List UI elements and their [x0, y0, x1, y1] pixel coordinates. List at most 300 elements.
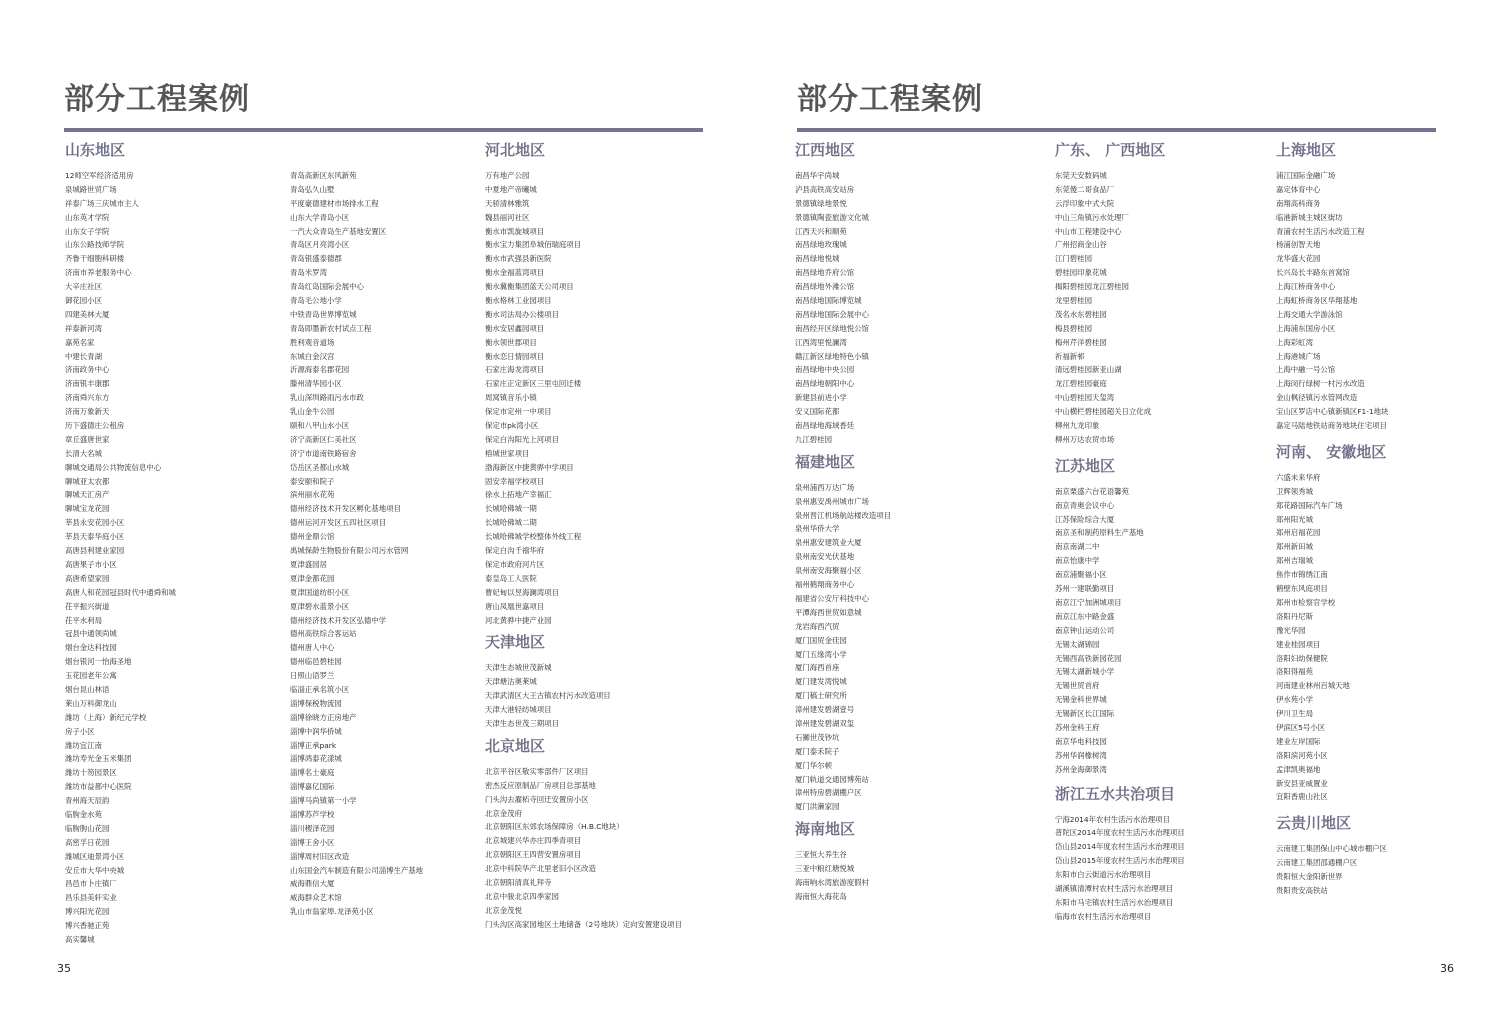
- project-list-item: 潍坊寿光金玉米集团: [65, 754, 132, 764]
- project-list-item: 嘉苑名家: [65, 337, 95, 347]
- project-list-item: 泉州晋江机场航站楼改造项目: [795, 510, 892, 520]
- project-list-item: 岱岳区圣都山水城: [290, 462, 350, 472]
- fujian-list: [795, 481, 891, 814]
- project-list-item: 赣江新区绿地特色小镇: [795, 351, 869, 361]
- project-list-item: 潍坊十笏园景区: [65, 768, 117, 778]
- jiangxi-list: [795, 169, 891, 447]
- right-page-number: 36: [1440, 962, 1454, 975]
- project-list-item: 梅县碧桂园: [1055, 323, 1092, 333]
- project-list-item: 潍坊市益都中心医院: [65, 782, 132, 792]
- project-list-item: 豫光华园: [1276, 625, 1306, 635]
- project-list-item: 南昌绿地悦城: [795, 254, 840, 264]
- project-list-item: 岱山县2015年度农村生活污水治理项目: [1055, 856, 1185, 866]
- project-list-item: 冠县中通领尚城: [65, 629, 117, 639]
- project-list-item: 昌邑市卜庄镇厂: [65, 879, 117, 889]
- project-list-item: 宁海2014年农村生活污水治理项目: [1055, 814, 1170, 824]
- shandong-list: [65, 169, 176, 947]
- project-list-item: 柳州万达农贸市场: [1055, 434, 1115, 444]
- project-list-item: 福建省公安厅科技中心: [795, 593, 869, 603]
- jiangsu-list: [1055, 485, 1185, 777]
- project-list-item: 12师空军经济适用房: [65, 171, 134, 180]
- project-list-item: 高唐果子市小区: [65, 559, 117, 569]
- project-list-item: 乳山金牛公园: [290, 407, 335, 417]
- project-list-item: 玉花园老年公寓: [65, 671, 117, 681]
- project-list-item: 漳州建发碧湖壹号: [795, 705, 855, 715]
- project-list-item: 碧桂园印象花城: [1055, 268, 1107, 278]
- section-heading-shandong: 山东地区: [65, 141, 126, 159]
- beijing-list: [485, 765, 682, 932]
- project-list-item: 伊水苑小学: [1276, 695, 1313, 705]
- project-list-item: 南翔高科商务: [1276, 198, 1321, 208]
- project-list-item: 建业桂园项目: [1276, 639, 1321, 649]
- project-list-item: 郑州阳光城: [1276, 514, 1313, 524]
- shandong-list-2: [290, 169, 423, 919]
- project-list-item: 南京浦聚福小区: [1055, 570, 1107, 580]
- project-list-item: 中铁青岛世界博览城: [290, 309, 357, 319]
- project-list-item: 郑花路国际汽车广场: [1276, 500, 1343, 510]
- project-list-item: 高唐希望家园: [65, 573, 110, 583]
- project-list-item: 上海闵行绿树一村污水改造: [1276, 379, 1365, 389]
- hebei-list: [485, 169, 682, 627]
- project-list-item: 青岛区月亮湾小区: [290, 240, 350, 250]
- project-list-item: 景德镇绿地景悦: [795, 198, 847, 208]
- project-list-item: 衡水市武强县新医院: [485, 254, 552, 264]
- project-list-item: 衡水格林工业园项目: [485, 296, 552, 306]
- project-list-item: 石狮世茂钞坑: [795, 732, 840, 742]
- project-list-item: 安丘市大华中央城: [65, 865, 125, 875]
- project-list-item: 杨浦创智天地: [1276, 240, 1321, 250]
- project-list-item: 禹城保龄生物股份有限公司污水管网: [290, 546, 409, 556]
- project-list-item: 泉州南安海聚福小区: [795, 566, 862, 576]
- project-list-item: 福州鹤翔商务中心: [795, 580, 855, 590]
- right-title-rule: [797, 128, 1436, 132]
- project-list-item: 卫辉领秀城: [1276, 486, 1313, 496]
- project-list-item: 南昌绿地中央公园: [795, 365, 855, 375]
- project-list-item: 东阳市马宅镇农村生活污水治理项目: [1055, 897, 1174, 907]
- project-list-item: 三亚恒大养生谷: [795, 850, 847, 860]
- project-list-item: 上海江桥商务中心: [1276, 282, 1336, 292]
- project-list-item: 周窝镇音乐小镇: [485, 393, 537, 403]
- project-list-item: 德州唐人中心: [290, 643, 335, 653]
- project-list-item: 南昌绿地外滩公馆: [795, 282, 855, 292]
- project-list-item: 东城白金汉宫: [290, 351, 335, 361]
- project-list-item: 上海虹桥商务区华翔基地: [1276, 296, 1358, 306]
- project-list-item: 泉城路世贸广场: [65, 184, 117, 194]
- project-list-item: 南京华电科技园: [1055, 736, 1107, 746]
- project-list-item: 保定白沟千禧华府: [485, 546, 545, 556]
- section-heading-beijing: 北京地区: [485, 736, 546, 755]
- project-list-item: 江西天兴和顺苑: [795, 226, 847, 236]
- project-list-item: 德州高铁综合客运站: [290, 629, 357, 639]
- project-list-item: 梅州芹洋碧桂园: [1055, 337, 1107, 347]
- project-list-item: 榕城世家项目: [485, 448, 530, 458]
- project-list-item: 临海市农村生活污水治理项目: [1055, 911, 1152, 921]
- project-list-item: 无锡西高铁新园花园: [1055, 653, 1122, 663]
- project-list-item: 衡水领世郡项目: [485, 337, 537, 347]
- project-list-item: 渤海新区中捷黄骅中学项目: [485, 462, 574, 472]
- project-list-item: 南昌绿地国际博览城: [795, 296, 862, 306]
- project-list-item: 衡水冀衡集团蓝天公司项目: [485, 282, 574, 292]
- project-list-item: 云浮印象中式大院: [1055, 198, 1115, 208]
- project-list-item: 博兴香驰正苑: [65, 921, 110, 931]
- project-list-item: 焦作市锦绣江南: [1276, 570, 1328, 580]
- section-heading-tianjin: 天津地区: [485, 633, 546, 652]
- project-list-item: 一汽大众青岛生产基地安置区: [290, 226, 387, 236]
- project-list-item: 临港新城主城区街坊: [1276, 212, 1343, 222]
- guangdong-jiangsu-zhejiang-column: [1055, 141, 1185, 924]
- shanghai-henan-yungui-column: [1276, 141, 1388, 898]
- project-list-item: 长城哈佛城一期: [485, 504, 537, 514]
- project-list-item: 聊城交通局公共物流信息中心: [65, 462, 162, 472]
- project-list-item: 山东英才学院: [65, 212, 110, 222]
- project-list-item: 烟台银河一怡海圣地: [65, 657, 132, 667]
- project-list-item: 长城哈佛城学校整体外线工程: [485, 532, 582, 542]
- project-list-item: 齐鲁干细胞科研楼: [65, 254, 125, 264]
- project-list-item: 南京圣和制药原料生产基地: [1055, 528, 1144, 538]
- project-list-item: 云南建工集团保山中心城市棚户区: [1276, 844, 1387, 854]
- project-list-item: 莘县天泰华庭小区: [65, 532, 125, 542]
- project-list-item: 烟台金达科技园: [65, 643, 117, 653]
- project-list-item: 厦门建发湾悦城: [795, 677, 847, 687]
- project-list-item: 胜利观音道场: [290, 337, 335, 347]
- project-list-item: 济宁市道南铁路宿舍: [290, 448, 357, 458]
- project-list-item: 新建县前进小学: [795, 393, 847, 403]
- project-list-item: 祈福新邨: [1055, 351, 1085, 361]
- project-list-item: 郑州吉瑞城: [1276, 556, 1313, 566]
- project-list-item: 青岛红岛国际会展中心: [290, 282, 364, 292]
- project-list-item: 泉州华侨大学: [795, 524, 840, 534]
- project-list-item: 祥泰新河湾: [65, 323, 102, 333]
- project-list-item: 高实馨城: [65, 934, 95, 944]
- project-list-item: 宜阳香鹿山社区: [1276, 792, 1328, 802]
- project-list-item: 昌乐县美轩实业: [65, 893, 117, 903]
- project-list-item: 淄博鸿泰花漾城: [290, 754, 342, 764]
- project-list-item: 北京朝阳区王四营安置房项目: [485, 850, 582, 860]
- project-list-item: 上海中融一号公馆: [1276, 365, 1336, 375]
- project-list-item: 滕州清华园小区: [290, 379, 342, 389]
- project-list-item: 浦江国际金融广场: [1276, 171, 1336, 180]
- project-list-item: 漳州特房碧湖棚户区: [795, 788, 862, 798]
- project-list-item: 龙华盛大花园: [1276, 254, 1321, 264]
- project-list-item: 临朐朐山花园: [65, 823, 110, 833]
- section-heading-fujian: 福建地区: [795, 452, 856, 471]
- project-list-item: 济南银丰康郡: [65, 379, 110, 389]
- project-list-item: 贵阳贵安高铁站: [1276, 885, 1328, 895]
- project-list-item: 洛阳滨河苑小区: [1276, 750, 1328, 760]
- project-list-item: 乳山市翁家埠.龙泽苑小区: [290, 907, 374, 917]
- project-list-item: 六盛未来华府: [1276, 472, 1321, 482]
- section-heading-jiangsu: 江苏地区: [1055, 456, 1116, 475]
- project-list-item: 石家庄正定新区三里屯回迁楼: [485, 379, 582, 389]
- project-list-item: 揭阳碧桂园龙江碧桂园: [1055, 282, 1129, 292]
- project-list-item: 东阳市白云街道污水治理项目: [1055, 870, 1152, 880]
- left-page-number: 35: [57, 962, 71, 975]
- project-list-item: 柳州九龙印象: [1055, 421, 1100, 431]
- project-list-item: 南昌经开区绿地悦公馆: [795, 323, 869, 333]
- project-list-item: 厦门轨道交通园博苑站: [795, 774, 869, 784]
- project-list-item: 历下盛德庄公租房: [65, 421, 125, 431]
- project-list-item: 夏津碧水蓝景小区: [290, 601, 350, 611]
- project-list-item: 无锡世贸首府: [1055, 681, 1100, 691]
- project-list-item: 山东女子学院: [65, 226, 110, 236]
- project-list-item: 广州招商金山谷: [1055, 240, 1107, 250]
- tianjin-list: [485, 661, 682, 730]
- project-list-item: 祥泰广场三庆城市主人: [65, 198, 139, 208]
- project-list-item: 河南建业林州百城天地: [1276, 681, 1350, 691]
- project-list-item: 高唐人和花园冠县时代中通舜和城: [65, 587, 176, 597]
- project-list-item: 房子小区: [65, 726, 95, 736]
- project-list-item: 苏州华润橡树湾: [1055, 750, 1107, 760]
- project-list-item: 南京江东中路金盛: [1055, 611, 1115, 621]
- project-list-item: 建业左岸国际: [1276, 736, 1321, 746]
- project-list-item: 临朐金水苑: [65, 809, 102, 819]
- project-list-item: 夏津国道纺织小区: [290, 587, 350, 597]
- project-list-item: 伊川卫生局: [1276, 709, 1313, 719]
- project-list-item: 济南万象新天: [65, 407, 110, 417]
- project-list-item: 北京中骏北京四季家园: [485, 891, 559, 901]
- project-list-item: 莘县永安花园小区: [65, 518, 125, 528]
- project-list-item: 景德镇陶瓷旅游文化城: [795, 212, 869, 222]
- project-list-item: 东莞傻二哥食品厂: [1055, 184, 1115, 194]
- project-list-item: 潍坊宜江南: [65, 740, 102, 750]
- project-list-item: 苏州金海御景湾: [1055, 764, 1107, 774]
- project-list-item: 新安县亚威置业: [1276, 778, 1328, 788]
- project-list-item: 厦门洪濑家园: [795, 802, 840, 812]
- project-list-item: 泸县高铁高安站房: [795, 184, 855, 194]
- project-list-item: 南昌绿地玫瑰城: [795, 240, 847, 250]
- project-list-item: 安义国际花都: [795, 407, 840, 417]
- project-list-item: 济南市养老服务中心: [65, 268, 132, 278]
- project-list-item: 厦门华尔顿: [795, 760, 832, 770]
- project-list-item: 无锡太湖锦园: [1055, 639, 1100, 649]
- left-page-title: 部分工程案例: [64, 82, 250, 117]
- project-list-item: 博兴阳光花园: [65, 907, 110, 917]
- project-list-item: 唐山凤凰世嘉项目: [485, 601, 545, 611]
- project-list-item: 天津生态城世茂新城: [485, 663, 552, 673]
- project-list-item: 青岛银盛泰德郡: [290, 254, 342, 264]
- project-list-item: 天津大港轻纺城项目: [485, 705, 552, 715]
- project-list-item: 江苏保险综合大厦: [1055, 514, 1115, 524]
- project-list-item: 漳州建发碧湖双玺: [795, 718, 855, 728]
- project-list-item: 山东国金汽车制造有限公司淄博生产基地: [290, 865, 424, 875]
- project-list-item: 厦门国贸金佳园: [795, 635, 847, 645]
- project-list-item: 三亚中粮红塘悦城: [795, 864, 855, 874]
- project-list-item: 青岛米罗湾: [290, 268, 327, 278]
- project-list-item: 衡水金福蓝湾项目: [485, 268, 545, 278]
- project-list-item: 淄川稷泽花园: [290, 823, 335, 833]
- section-heading-jiangxi: 江西地区: [795, 141, 856, 159]
- section-heading-henan: 河南、 安徽地区: [1276, 442, 1387, 461]
- project-list-item: 御花园小区: [65, 296, 102, 306]
- project-list-item: 苏州金科王府: [1055, 722, 1100, 732]
- project-list-item: 厦门五缘湾小学: [795, 649, 847, 659]
- shandong-column-2: [290, 169, 423, 919]
- project-list-item: 南京南湖二中: [1055, 542, 1100, 552]
- project-list-item: 龙江碧桂园豪庭: [1055, 379, 1107, 389]
- project-list-item: 郑州市检察官学校: [1276, 597, 1336, 607]
- project-list-item: 长兴岛长丰路东首窝馆: [1276, 268, 1350, 278]
- shandong-column: [65, 141, 176, 947]
- project-list-item: 淄博王舍小区: [290, 837, 335, 847]
- project-list-item: 固安幸福学校项目: [485, 476, 545, 486]
- project-list-item: 保定市政府河片区: [485, 559, 545, 569]
- project-list-item: 江西湾里悦澜湾: [795, 337, 847, 347]
- project-list-item: 长城哈佛城二期: [485, 518, 537, 528]
- project-list-item: 普陀区2014年度农村生活污水治理项目: [1055, 828, 1185, 838]
- project-list-item: 威海鼎信大厦: [290, 879, 335, 889]
- section-heading-yungui: 云贵川地区: [1276, 814, 1352, 833]
- project-list-item: 衡水恋日情园项目: [485, 351, 545, 361]
- project-list-item: 曹妃甸以昱海澜湾项目: [485, 587, 559, 597]
- project-list-item: 天津武清区大王古镇农村污水改造项目: [485, 691, 611, 701]
- project-list-item: 茌平水利局: [65, 615, 102, 625]
- project-list-item: 保定白沟阳光上河项目: [485, 434, 559, 444]
- project-list-item: 夏津金都花园: [290, 573, 335, 583]
- project-list-item: 淄博苏芦学校: [290, 809, 335, 819]
- project-list-item: 南京栗盛六台花语馨苑: [1055, 486, 1129, 496]
- project-list-item: 嘉定体育中心: [1276, 184, 1321, 194]
- project-list-item: 厦门泰禾院子: [795, 746, 840, 756]
- project-list-item: 淄博徐晓方正房地产: [290, 712, 357, 722]
- project-list-item: 南昌华宇尚城: [795, 171, 840, 180]
- project-list-item: 南京怡康中学: [1055, 556, 1100, 566]
- project-list-item: 北京金茂府: [485, 808, 522, 818]
- project-list-item: 郑州新田城: [1276, 542, 1313, 552]
- project-list-item: 东莞天安数码城: [1055, 171, 1107, 180]
- project-list-item: 茌平振兴街道: [65, 601, 110, 611]
- project-list-item: 青岛毛公地小学: [290, 296, 342, 306]
- project-list-item: 门头沟去濯柘寺回迁安置房小区: [485, 794, 589, 804]
- project-list-item: 海南响水湾旅游度假村: [795, 877, 869, 887]
- project-list-item: 龙里碧桂园: [1055, 296, 1092, 306]
- project-list-item: 青浦农村生活污水改造工程: [1276, 226, 1365, 236]
- project-list-item: 天津生态世茂三期项目: [485, 718, 559, 728]
- section-heading-hainan: 海南地区: [795, 820, 856, 839]
- project-list-item: 无锡新区长江国际: [1055, 709, 1115, 719]
- project-list-item: 淄博名士豪庭: [290, 768, 335, 778]
- project-list-item: 苏州一建联勤项目: [1055, 584, 1115, 594]
- right-page-title: 部分工程案例: [797, 82, 983, 117]
- project-list-item: 四建美林大厦: [65, 309, 110, 319]
- project-list-item: 无锡金科世界城: [1055, 695, 1107, 705]
- project-list-item: 沂源海泰名郡花园: [290, 365, 350, 375]
- project-list-item: 贵阳恒大金阳新世界: [1276, 872, 1343, 882]
- project-list-item: 岱山县2014年度农村生活污水治理项目: [1055, 842, 1185, 852]
- project-list-item: 南京钟山运动公司: [1055, 625, 1115, 635]
- henan-list: [1276, 471, 1388, 804]
- project-list-item: 临淄正承名筑小区: [290, 684, 350, 694]
- project-list-item: 青岛高新区东风新苑: [290, 171, 357, 180]
- project-list-item: 中山横栏碧桂园超关日立化成: [1055, 407, 1152, 417]
- project-list-item: 淄博正承park: [290, 740, 337, 750]
- project-list-item: 颐和八甲山水小区: [290, 421, 350, 431]
- project-list-item: 上海彩虹湾: [1276, 337, 1313, 347]
- project-list-item: 门头沟区高家园地区土地储备（2号地块）定向安置建设项目: [485, 919, 682, 929]
- project-list-item: 淄博中润华侨城: [290, 726, 342, 736]
- project-list-item: 北京平谷区敬实零部件厂区项目: [485, 766, 589, 776]
- project-list-item: 聊城宝龙花园: [65, 504, 110, 514]
- project-list-item: 衡水宝力集团阜城佰瑞庭项目: [485, 240, 582, 250]
- project-list-item: 鹤壁东风庭项目: [1276, 584, 1328, 594]
- project-list-item: 清远碧桂园新亚山湖: [1055, 365, 1122, 375]
- left-title-rule: [64, 128, 703, 132]
- project-list-item: 青岛即墨新农村试点工程: [290, 323, 372, 333]
- jiangxi-fujian-hainan-column: [795, 141, 891, 904]
- project-list-item: 伊滨区5号小区: [1276, 722, 1326, 732]
- project-list-item: 淄博周村旧区改造: [290, 851, 350, 861]
- project-list-item: 天骄清林雅筑: [485, 198, 530, 208]
- project-list-item: 中夏地产帝曦城: [485, 184, 537, 194]
- project-list-item: 济南政务中心: [65, 365, 110, 375]
- project-list-item: 孟津凯奥福地: [1276, 764, 1321, 774]
- project-list-item: 衡水安居鑫园项目: [485, 323, 545, 333]
- shanghai-list: [1276, 169, 1388, 433]
- project-list-item: 石家庄海龙湾项目: [485, 365, 545, 375]
- project-list-item: 泰安颐和院子: [290, 476, 335, 486]
- project-list-item: 北京金茂悦: [485, 905, 522, 915]
- project-list-item: 厦门海西首座: [795, 663, 840, 673]
- project-list-item: 南昌绿地海域香廷: [795, 421, 855, 431]
- project-list-item: 龙岩海西汽贸: [795, 621, 840, 631]
- section-heading-zhejiang: 浙江五水共治项目: [1055, 784, 1176, 803]
- project-list-item: 德州金鼎公馆: [290, 532, 335, 542]
- project-list-item: 淄博保税物流园: [290, 698, 342, 708]
- project-list-item: 上海交通大学游泳馆: [1276, 309, 1343, 319]
- project-list-item: 徐水上拓地产幸福汇: [485, 490, 552, 500]
- project-list-item: 北京朝阳区东郊农场保障房（H.B.C地块）: [485, 822, 624, 832]
- project-list-item: 中山碧桂园天玺湾: [1055, 393, 1115, 403]
- project-list-item: 无锡太湖新城小学: [1055, 667, 1115, 677]
- project-list-item: 青岛弘久山墅: [290, 184, 335, 194]
- project-list-item: 长清大名城: [65, 448, 102, 458]
- project-list-item: 泉州惠安建筑业大厦: [795, 538, 862, 548]
- project-list-item: 南京江宁加洲城项目: [1055, 597, 1122, 607]
- project-list-item: 海南恒大海花岛: [795, 891, 847, 901]
- project-list-item: 南昌绿地国际会展中心: [795, 309, 869, 319]
- project-list-item: 洛阳得福苑: [1276, 667, 1313, 677]
- project-list-item: 德州临邑碧桂园: [290, 657, 342, 667]
- project-list-item: 济宁高新区仁美社区: [290, 434, 357, 444]
- project-list-item: 莱山万科御龙山: [65, 698, 117, 708]
- project-list-item: 日照山语罗兰: [290, 671, 335, 681]
- project-list-item: 泉州浦西万达广场: [795, 482, 855, 492]
- project-list-item: 湖溪镇清潭村农村生活污水治理项目: [1055, 883, 1174, 893]
- project-list-item: 泰皇岛工人医院: [485, 573, 537, 583]
- project-list-item: 高唐县利建业家园: [65, 546, 125, 556]
- project-list-item: 滨州丽水花苑: [290, 490, 335, 500]
- project-list-item: 洛阳妇幼保健院: [1276, 653, 1328, 663]
- project-list-item: 衡水司法局办公楼项目: [485, 309, 559, 319]
- project-list-item: 章丘盛唐世家: [65, 434, 110, 444]
- project-list-item: 平潭海西世贸如意城: [795, 607, 862, 617]
- section-heading-guangdong: 广东、 广西地区: [1055, 141, 1166, 159]
- project-list-item: 高密孚日花园: [65, 837, 110, 847]
- project-list-item: 江门碧桂园: [1055, 254, 1092, 264]
- project-list-item: 南京青奥会议中心: [1055, 500, 1115, 510]
- project-list-item: 淄博马尚镇第一小学: [290, 796, 357, 806]
- project-list-item: 北京城建兴华亦庄四季青项目: [485, 836, 582, 846]
- project-list-item: 德州经济技术开发区孵化基地项目: [290, 504, 401, 514]
- project-list-item: 南昌绿地朝阳中心: [795, 379, 855, 389]
- project-list-item: 嘉定马陆地铁站商务地块住宅项目: [1276, 421, 1387, 431]
- project-list-item: 泉州惠安禹州城市广场: [795, 496, 869, 506]
- project-list-item: 青州海天辰韵: [65, 796, 110, 806]
- project-list-item: 潍坊（上海）新纪元学校: [65, 712, 147, 722]
- project-list-item: 北京中科院华产北里老旧小区改造: [485, 864, 596, 874]
- project-list-item: 中建长青湖: [65, 351, 102, 361]
- project-list-item: 中山三角镇污水处理厂: [1055, 212, 1129, 222]
- hebei-tianjin-beijing-column: [485, 141, 682, 932]
